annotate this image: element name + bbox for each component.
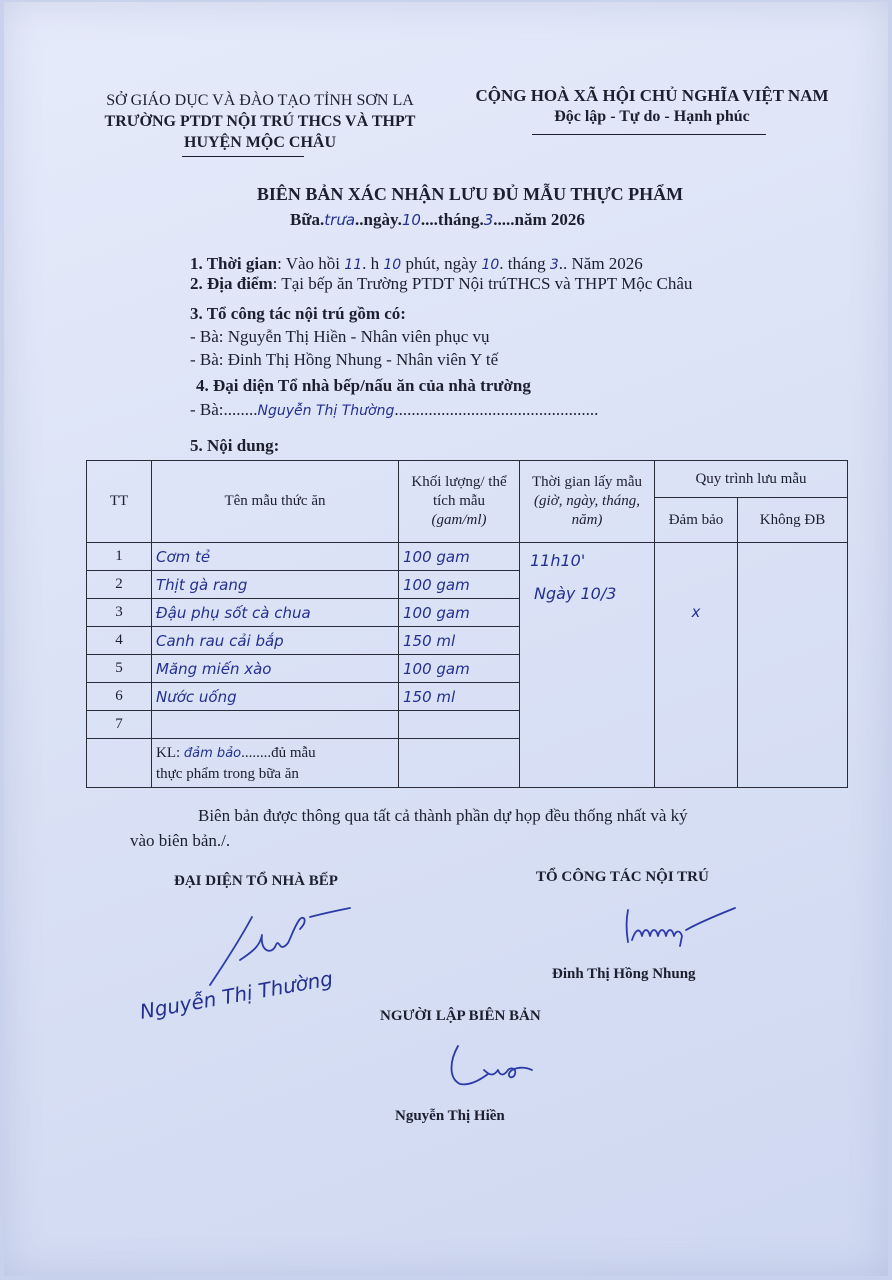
head-ok: Đảm bảo (655, 498, 738, 543)
conclusion-qty-cell (399, 739, 520, 788)
food-name: Cơm tẻ (152, 543, 399, 571)
food-qty (399, 711, 520, 739)
district-name: HUYỆN MỘC CHÂU (184, 134, 336, 151)
team-signature-scribble (620, 900, 740, 950)
row-number: 7 (87, 711, 152, 739)
food-qty: 100 gam (399, 655, 520, 683)
header-left-underline (182, 156, 304, 157)
conclusion-prefix: KL: (156, 744, 184, 761)
head-weight (399, 461, 520, 543)
section-location-label: 2. Địa điểm (190, 274, 273, 293)
food-qty: 150 ml (399, 627, 520, 655)
food-sample-table (86, 460, 848, 788)
food-qty: 100 gam (399, 543, 520, 571)
head-process: Quy trình lưu mẫu (655, 461, 848, 498)
conclusion-hw: đảm bảo (183, 745, 242, 761)
department-name: SỞ GIÁO DỤC VÀ ĐÀO TẠO TỈNH SƠN LA (106, 92, 414, 109)
team-signer-name: Đinh Thị Hồng Nhung (552, 966, 696, 982)
head-tt: TT (87, 461, 152, 543)
kitchen-rep-prefix: - Bà:........ (190, 400, 258, 419)
kitchen-rep-dots: ................................................ (394, 400, 599, 419)
header-right (462, 85, 842, 127)
creator-signature-title: NGƯỜI LẬP BIÊN BẢN (380, 1008, 541, 1024)
closing-line-2: vào biên bản./. (130, 831, 231, 850)
country-name: CỘNG HOÀ XÃ HỘI CHỦ NGHĨA VIỆT NAM (475, 86, 829, 105)
team-member-1: - Bà: Nguyễn Thị Hiền - Nhân viên phục vụ (190, 327, 490, 346)
not-ok-cell (738, 543, 848, 788)
time-text-b: . h (362, 254, 380, 273)
food-name: Măng miến xào (152, 655, 399, 683)
time-month: 3 (549, 257, 559, 273)
head-not-ok: Không ĐB (738, 498, 848, 543)
meal-year-label: .....năm 2026 (493, 210, 585, 229)
section-location (190, 272, 692, 296)
time-day: 10 (481, 257, 500, 273)
meal-value: trưa (324, 211, 356, 229)
row-number: 2 (87, 571, 152, 599)
food-name: Đậu phụ sốt cà chua (152, 599, 399, 627)
head-time-detail: (giờ, ngày, tháng, năm) (534, 493, 640, 528)
row-number: 3 (87, 599, 152, 627)
meal-prefix: Bữa. (290, 210, 325, 229)
school-name: TRƯỜNG PTDT NỘI TRÚ THCS VÀ THPT (104, 113, 416, 130)
sample-time-cell (520, 543, 655, 788)
location-text: : Tại bếp ăn Trường PTDT Nội trúTHCS và THPT Mộc Châu (272, 274, 693, 293)
head-weight-text: Khối lượng/ thể tích mẫu (411, 474, 507, 509)
row-number: 5 (87, 655, 152, 683)
sample-date-hw: Ngày 10/3 (534, 584, 617, 603)
conclusion-text-2: thực phẩm trong bữa ăn (156, 765, 299, 782)
table-row (87, 543, 848, 571)
team-member-2: - Bà: Đinh Thị Hồng Nhung - Nhân viên Y tế (190, 350, 499, 369)
meal-day-value: 10 (401, 211, 421, 229)
meal-day-label: ..ngày. (355, 210, 402, 229)
food-name (152, 711, 399, 739)
section-content-label: 5. Nội dung: (190, 436, 280, 455)
document-title: BIÊN BẢN XÁC NHẬN LƯU ĐỦ MẪU THỰC PHẨM (256, 184, 684, 204)
time-text-e: .. Năm 2026 (558, 254, 643, 273)
team-signature-title: TỔ CÔNG TÁC NỘI TRÚ (536, 869, 709, 885)
conclusion-cell (152, 739, 399, 788)
time-hour: 11 (344, 257, 363, 273)
food-name: Canh rau cải bắp (152, 627, 399, 655)
kitchen-rep-line (190, 398, 598, 423)
time-text-d: . tháng (499, 254, 546, 273)
header-right-underline (532, 134, 766, 135)
head-food-name: Tên mẫu thức ăn (152, 461, 399, 543)
food-qty: 100 gam (399, 571, 520, 599)
head-time (520, 461, 655, 543)
conclusion-text-1: ........đủ mẫu (241, 744, 316, 761)
kitchen-rep-name: Nguyễn Thị Thường (257, 403, 395, 419)
head-time-text: Thời gian lấy mẫu (532, 474, 642, 490)
creator-signer-name: Nguyễn Thị Hiền (395, 1108, 505, 1124)
food-name: Thịt gà rang (152, 571, 399, 599)
head-weight-unit: (gam/ml) (431, 512, 487, 528)
meal-line (290, 210, 585, 230)
food-qty: 150 ml (399, 683, 520, 711)
meal-month-value: 3 (483, 211, 494, 229)
row-number: 6 (87, 683, 152, 711)
closing-line-1: Biên bản được thông qua tất cả thành phần dự họp đều thống nhất và ký (198, 806, 688, 825)
header-left (80, 90, 440, 153)
kitchen-signature-title: ĐẠI DIỆN TỔ NHÀ BẾP (174, 873, 338, 889)
food-name: Nước uống (152, 683, 399, 711)
section-kitchen-label: 4. Đại diện Tổ nhà bếp/nấu ăn của nhà trường (196, 376, 531, 395)
food-qty: 100 gam (399, 599, 520, 627)
creator-signature-scribble (440, 1040, 540, 1090)
ok-mark: x (691, 603, 701, 621)
row-number: 4 (87, 627, 152, 655)
conclusion-empty-cell (87, 739, 152, 788)
section-team-label: 3. Tổ công tác nội trú gồm có: (190, 304, 406, 323)
time-minute: 10 (383, 257, 402, 273)
row-number: 1 (87, 543, 152, 571)
national-motto: Độc lập - Tự do - Hạnh phúc (554, 108, 750, 125)
kitchen-signature-name: Nguyễn Thị Thường (137, 966, 335, 1024)
time-text-a: : Vào hồi (277, 254, 341, 273)
sample-time-hw: 11h10' (530, 551, 586, 570)
section-time-label: 1. Thời gian (190, 254, 278, 273)
time-text-c: phút, ngày (405, 254, 478, 273)
ok-cell (655, 543, 738, 788)
meal-month-label: ....tháng. (420, 210, 484, 229)
